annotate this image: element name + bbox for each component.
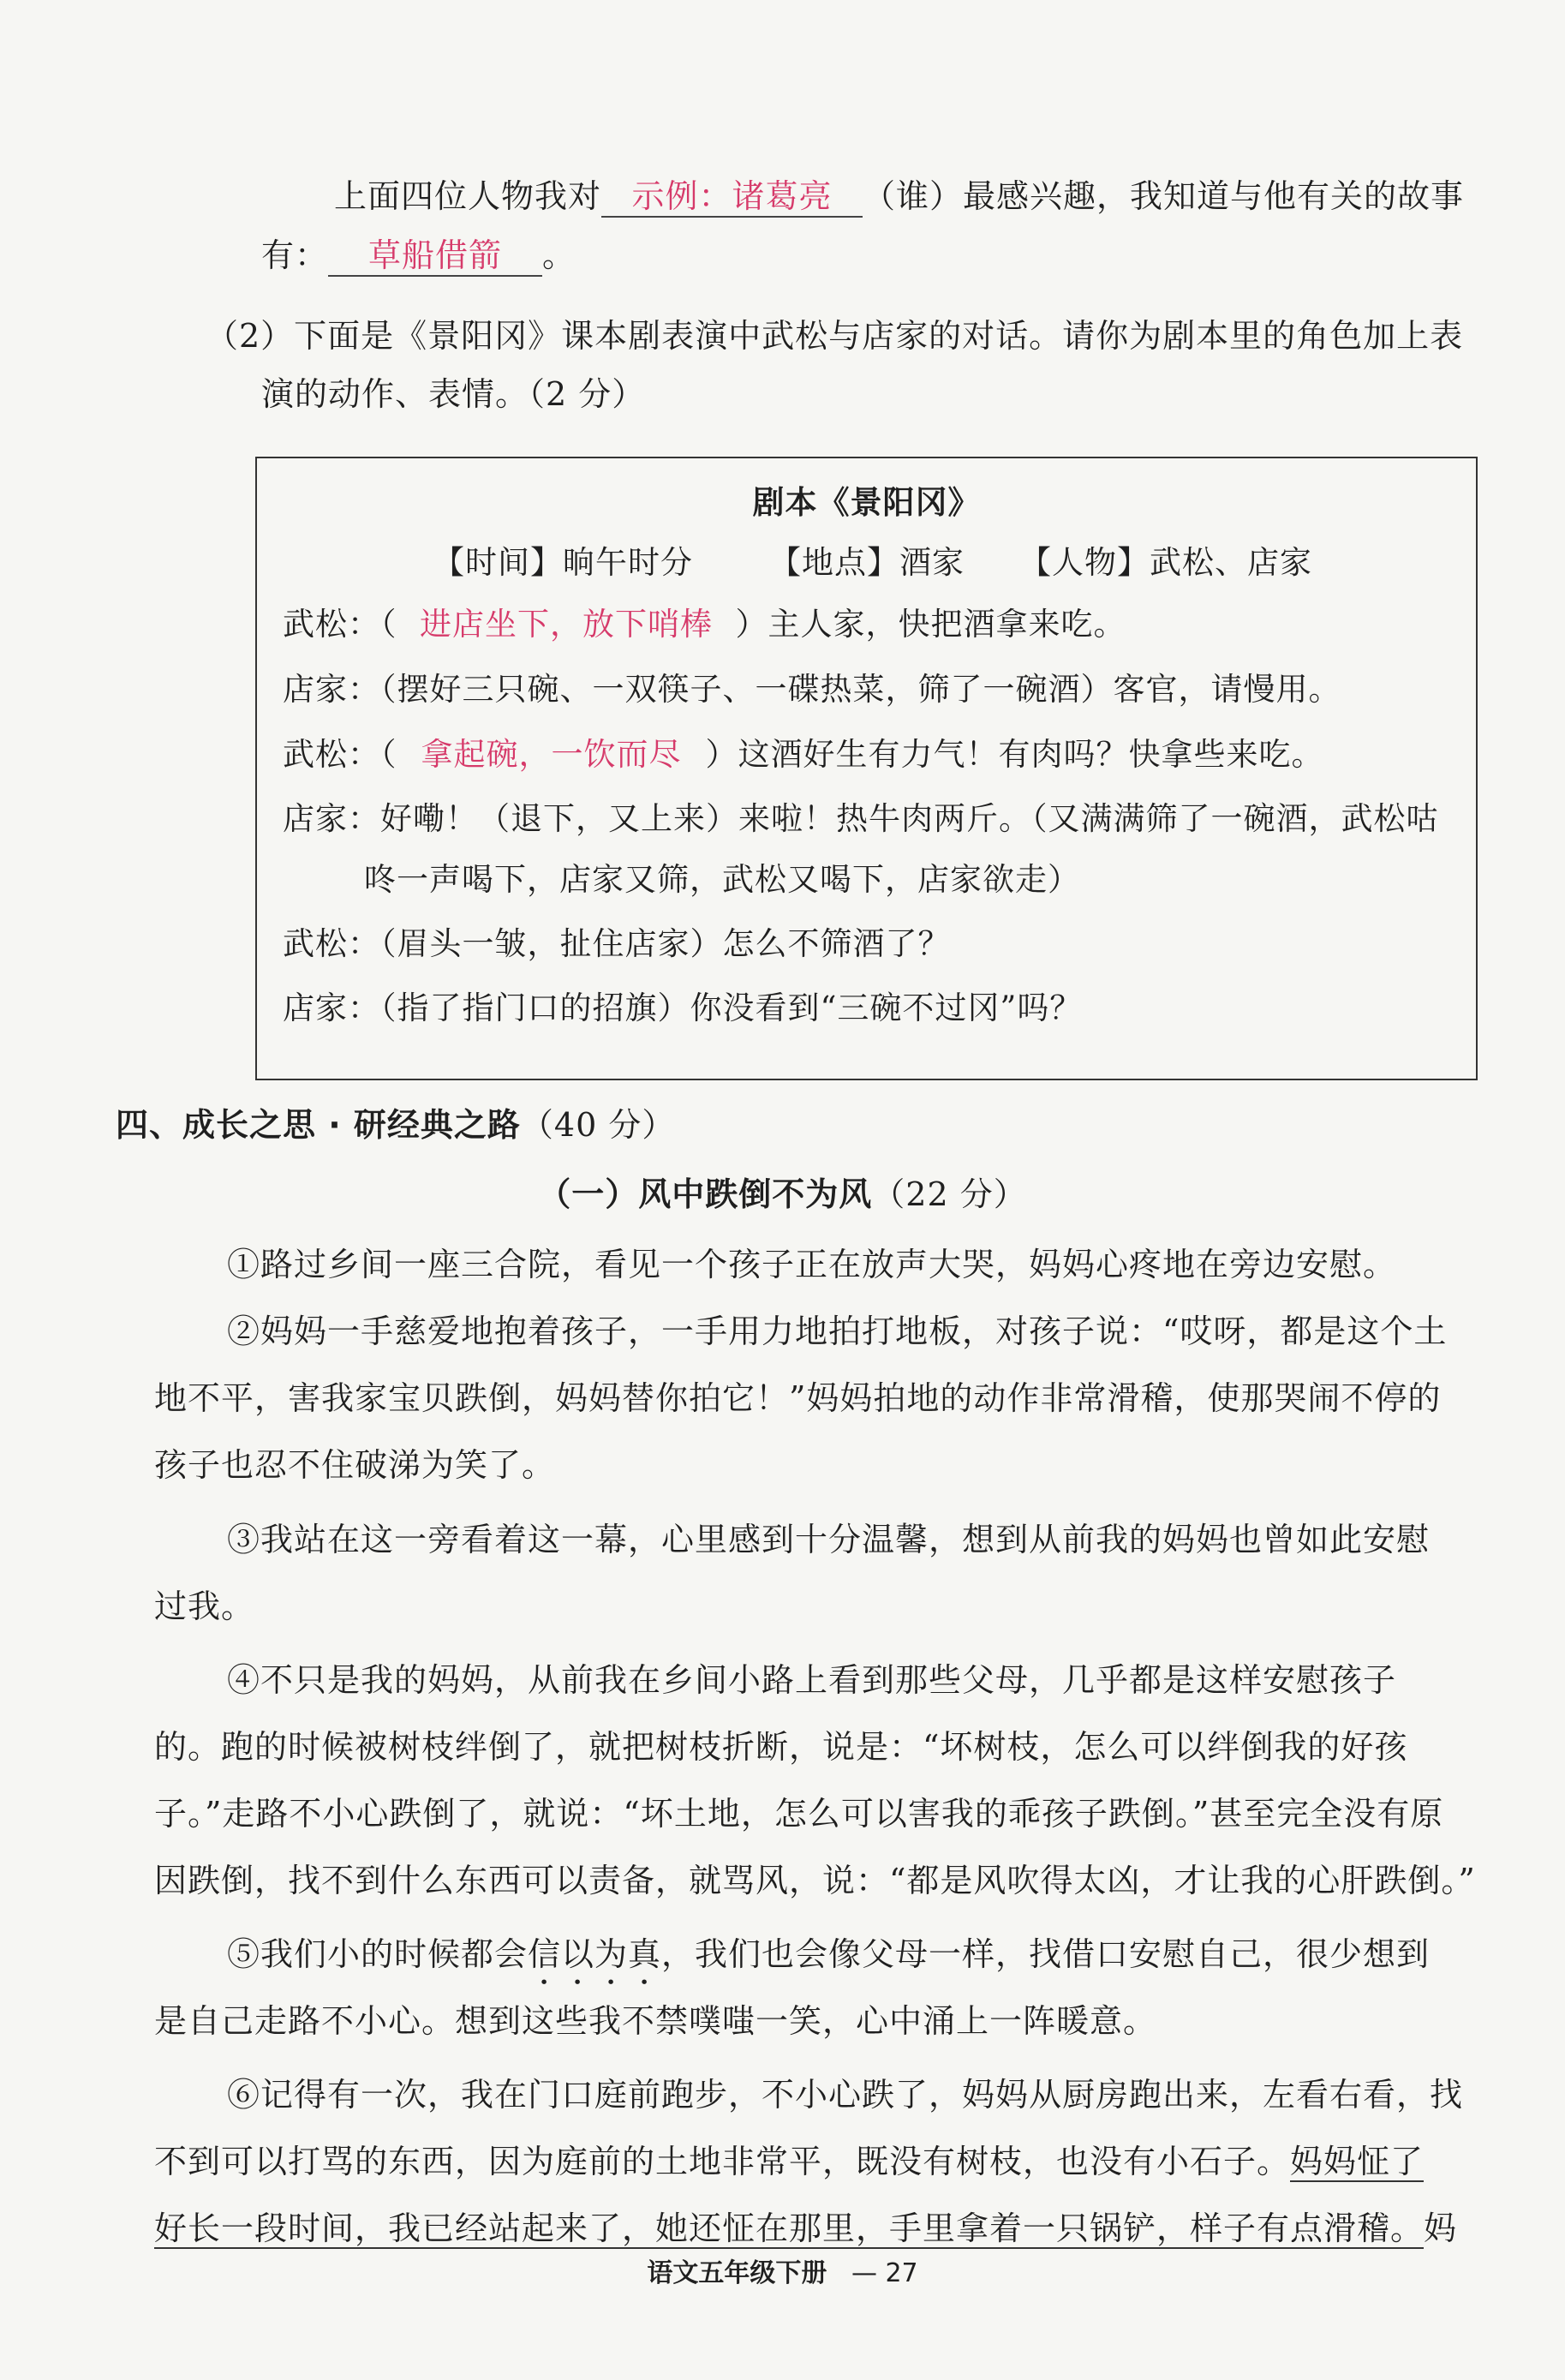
underlined-sentence-start: 妈妈怔了 bbox=[1290, 2143, 1425, 2180]
script-place: 【地点】酒家 bbox=[769, 544, 965, 581]
passage-p4b: 的。跑的时候被树枝绊倒了，就把树枝折断，说是：“坏树枝，怎么可以绊倒我的好孩 bbox=[154, 1728, 1408, 1766]
script-line1: 武松：（ 进店坐下，放下哨棒 ）主人家，快把酒拿来吃。 bbox=[283, 604, 1126, 645]
script-line4a: 店家：好嘞！（退下，又上来）来啦！热牛肉两斤。（又满满筛了一碗酒，武松咕 bbox=[283, 800, 1439, 837]
script-line2: 店家：（摆好三只碗、一双筷子、一碟热菜，筛了一碗酒）客官，请慢用。 bbox=[283, 671, 1341, 708]
passage-p2c: 孩子也忍不住破涕为笑了。 bbox=[154, 1446, 556, 1484]
script-time: 【时间】晌午时分 bbox=[433, 544, 693, 581]
script-box bbox=[255, 457, 1478, 1080]
passage-p2a: ②妈妈一手慈爱地抱着孩子，一手用力地拍打地板，对孩子说：“哎呀，都是这个土 bbox=[227, 1313, 1448, 1350]
emphasis-phrase: 信以为真 bbox=[528, 1935, 662, 1973]
q1-line2: 有： 草船借箭 。 bbox=[261, 235, 576, 277]
section4-heading: 四、成长之思 · 研经典之路（40 分） bbox=[116, 1106, 676, 1144]
passage-p4c: 子。”走路不小心跌倒了，就说：“坏土地，怎么可以害我的乖孩子跌倒。”甚至完全没有原 bbox=[154, 1795, 1444, 1833]
page-number: — 27 bbox=[851, 2258, 918, 2288]
passage-p6a: ⑥记得有一次，我在门口庭前跑步，不小心跌了，妈妈从厨房跑出来，左看右看，找 bbox=[227, 2076, 1464, 2114]
passage-p4d: 因跌倒，找不到什么东西可以责备，就骂风，说：“都是风吹得太凶，才让我的心肝跌倒。” bbox=[154, 1862, 1476, 1899]
q2-line2: 演的动作、表情。（2 分） bbox=[261, 375, 646, 413]
page-footer bbox=[0, 2251, 1565, 2289]
passage-p6c: 好长一段时间，我已经站起来了，她还怔在那里，手里拿着一只锅铲，样子有点滑稽。妈 bbox=[154, 2210, 1458, 2247]
answer-who[interactable]: 示例：诸葛亮 bbox=[601, 176, 863, 218]
q2-line1: （2）下面是《景阳冈》课本剧表演中武松与店家的对话。请你为剧本里的角色加上表 bbox=[206, 317, 1464, 355]
answer-story[interactable]: 草船借箭 bbox=[328, 236, 542, 277]
q1-line1: 上面四位人物我对 示例：诸葛亮 （谁）最感兴趣，我知道与他有关的故事 bbox=[334, 176, 1464, 218]
answer-action-1[interactable]: 进店坐下，放下哨棒 bbox=[420, 606, 713, 643]
footer-book-title: 语文五年级下册 bbox=[647, 2258, 827, 2288]
answer-action-2[interactable]: 拿起碗，一饮而尽 bbox=[421, 736, 682, 773]
passage-p6b: 不到可以打骂的东西，因为庭前的土地非常平，既没有树枝，也没有小石子。妈妈怔了 bbox=[154, 2143, 1425, 2180]
script-line3: 武松：（ 拿起碗，一饮而尽 ）这酒好生有力气！有肉吗？快拿些来吃。 bbox=[283, 734, 1324, 775]
passage-p5b: 是自己走路不小心。想到这些我不禁噗嗤一笑，心中涌上一阵暖意。 bbox=[154, 2002, 1157, 2040]
passage-p1: ①路过乡间一座三合院，看见一个孩子正在放声大哭，妈妈心疼地在旁边安慰。 bbox=[227, 1246, 1397, 1283]
script-title: 剧本《景阳冈》 bbox=[752, 484, 981, 521]
passage-p2b: 地不平，害我家宝贝跌倒，妈妈替你拍它！”妈妈拍地的动作非常滑稽，使那哭闹不停的 bbox=[154, 1379, 1442, 1417]
script-line5: 武松：（眉头一皱，扯住店家）怎么不筛酒了？ bbox=[283, 925, 951, 962]
passage-p3b: 过我。 bbox=[154, 1588, 255, 1625]
passage-p4a: ④不只是我的妈妈，从前我在乡间小路上看到那些父母，几乎都是这样安慰孩子 bbox=[227, 1661, 1397, 1699]
passage-p5a: ⑤我们小的时候都会信以为真，我们也会像父母一样，找借口安慰自己，很少想到 bbox=[227, 1935, 1431, 1973]
script-people: 【人物】武松、店家 bbox=[1019, 544, 1312, 581]
passage-p3a: ③我站在这一旁看着这一幕，心里感到十分温馨，想到从前我的妈妈也曾如此安慰 bbox=[227, 1521, 1431, 1558]
subsection-heading: （一）风中跌倒不为风（22 分） bbox=[538, 1175, 1027, 1213]
script-line6: 店家：（指了指门口的招旗）你没看到“三碗不过冈”吗？ bbox=[283, 990, 1083, 1026]
script-line4b: 咚一声喝下，店家又筛，武松又喝下，店家欲走） bbox=[364, 861, 1080, 898]
underlined-sentence-end: 好长一段时间，我已经站起来了，她还怔在那里，手里拿着一只锅铲，样子有点滑稽。 bbox=[154, 2210, 1425, 2247]
